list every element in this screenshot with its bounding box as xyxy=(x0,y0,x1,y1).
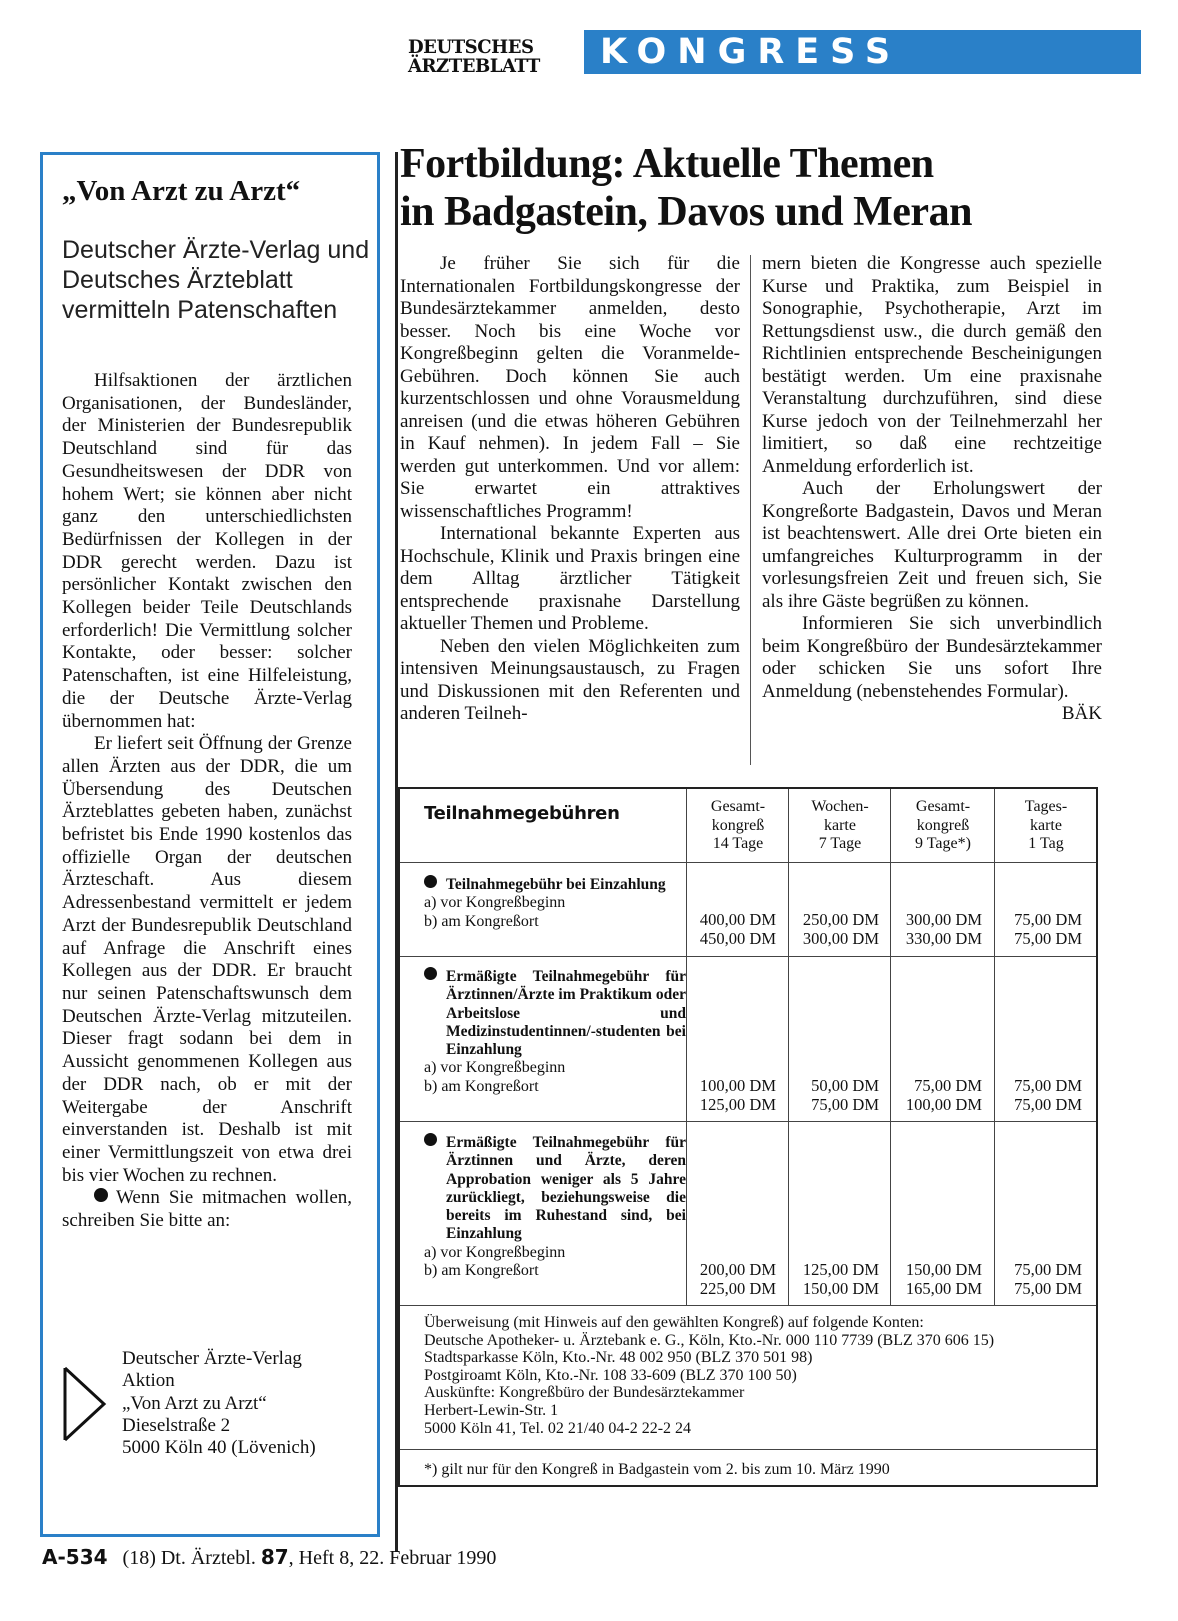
article-headline xyxy=(400,140,1140,236)
fee-value: 300,00 DM 330,00 DM xyxy=(905,910,982,948)
bullet-icon xyxy=(424,875,437,888)
address-line: 5000 Köln 40 (Lövenich) xyxy=(122,1437,316,1459)
column-header: Wochen- karte 7 Tage xyxy=(811,798,869,852)
payment-info xyxy=(424,1314,1094,1437)
fee-section: Teilnahmegebühr bei Einzahlung a) vor Kongreßbeginn b) am Kongreßort xyxy=(424,875,686,931)
fee-value: 50,00 DM 75,00 DM xyxy=(811,1076,879,1114)
fee-section: Ermäßigte Teilnahmegebühr für Ärztinnen/Ärzte im Praktikum oder Arbeitslose und Medizinstudentinnen/-studenten bei Einzahlung a) vor Kongreßbeginn b) am Kongreßort xyxy=(424,968,686,1095)
sidebar-title: „Von Arzt zu Arzt“ xyxy=(62,175,301,207)
address-line: Aktion xyxy=(122,1370,175,1392)
bullet-icon xyxy=(424,1133,437,1146)
headline-line: in Badgastein, Davos und Meran xyxy=(400,189,972,235)
bullet-icon xyxy=(424,967,437,980)
article-paragraph: International bekannte Experten aus Hochschule, Klinik und Praxis bringen eine dem Alltag ärztlicher Tätigkeit entsprechende praxisnahe Darstellung aktueller Themen und Probleme. xyxy=(400,523,740,634)
table-rule xyxy=(400,956,1096,957)
payment-line: Postgiroamt Köln, Kto.-Nr. 108 33-609 (BLZ 370 100 50) xyxy=(424,1366,797,1384)
sidebar-paragraph: Er liefert seit Öffnung der Grenze allen Ärzten aus der DDR, die um Übersendung des Deutschen Ärzteblattes gebeten haben, zunächst befristet bis Ende 1990 kostenlos das offizielle Organ der deutschen Ärzteschaft. Aus diesem Adressenbestand vermittelt er jedem Arzt der Bundesrepublik Deutschland auf Anfrage die Anschrift eines Kollegen aus der DDR. Er braucht nur seinen Patenschaftswunsch dem Deutschen Ärzte-Verlag mitzuteilen. Dieser fragt sodann bei dem in Aussicht genommenen Kollegen aus der DDR nach, ob er mit der Weitergabe der Anschrift einverstanden ist. Deshalb ist mit einer Vermittlungszeit von etwa drei bis vier Wochen zu rechnen. xyxy=(62,733,352,1186)
column-separator xyxy=(750,255,751,765)
fee-value: 75,00 DM 75,00 DM xyxy=(1014,1260,1082,1298)
arrow-right-icon xyxy=(62,1365,108,1443)
article-column-2 xyxy=(762,253,1102,726)
table-rule xyxy=(686,789,687,1305)
address-line: Deutscher Ärzte-Verlag xyxy=(122,1348,302,1369)
address-line: Dieselstraße 2 xyxy=(122,1414,231,1436)
fee-value: 250,00 DM 300,00 DM xyxy=(802,910,879,948)
article-paragraph: Informieren Sie sich unverbindlich beim Kongreßbüro der Bundesärztekammer oder schicken Sie uns sofort Ihre Anmeldung (nebenstehendes Formular). BÄK xyxy=(762,613,1102,724)
table-rule xyxy=(890,789,891,1305)
article-column-1 xyxy=(400,253,740,726)
payment-line: Auskünfte: Kongreßbüro der Bundesärztekammer xyxy=(424,1384,745,1402)
payment-line: 5000 Köln 41, Tel. 02 21/40 04-2 22-2 24 xyxy=(424,1419,692,1437)
row-label: b) am Kongreßort xyxy=(424,912,539,930)
masthead-logo xyxy=(408,38,576,82)
headline-line: Fortbildung: Aktuelle Themen xyxy=(400,141,934,187)
payment-line: Stadtsparkasse Köln, Kto.-Nr. 48 002 950 (BLZ 370 501 98) xyxy=(424,1349,813,1367)
fee-value: 75,00 DM 75,00 DM xyxy=(1014,1076,1082,1114)
sidebar-paragraph xyxy=(62,1187,352,1232)
fee-value: 400,00 DM 450,00 DM xyxy=(699,910,776,948)
table-footnote: *) gilt nur für den Kongreß in Badgastein vom 2. bis zum 10. März 1990 xyxy=(424,1461,890,1478)
table-rule xyxy=(400,1449,1096,1450)
payment-line: Deutsche Apotheker- u. Ärztebank e. G., Köln, Kto.-Nr. 000 110 7739 (BLZ 370 606 15) xyxy=(424,1331,995,1349)
address-line: „Von Arzt zu Arzt“ xyxy=(122,1392,267,1414)
citation: (18) Dt. Ärztebl. xyxy=(122,1547,261,1569)
article-paragraph: Auch der Erholungswert der Kongreßorte Badgastein, Davos und Meran ist beachtenswert. Alle drei Orte bieten ein umfangreiches Kulturprogramm in der vorlesungsfreien Zeit und freuen sich, Sie als ihre Gäste begrüßen zu können. xyxy=(762,478,1102,612)
author-tag: BÄK xyxy=(1061,703,1102,724)
masthead-line2: ÄRZTEBLATT xyxy=(408,55,540,77)
article-paragraph: mern bieten die Kongresse auch spezielle Kurse und Praktika, zum Beispiel in Sonographie, Psychotherapie, Arzt im Rettungsdienst usw., die durch gemäß den Richtlinien entsprechende Bescheinigungen bestätigt werden. Um eine praxisnahe Veranstaltung durchzuführen, sind diese Kurse jedoch von der Teilnehmerzahl her limitiert, so daß eine rechtzeitige Anmeldung erforderlich ist. xyxy=(762,253,1102,477)
volume-number: 87 xyxy=(260,1545,289,1569)
fee-table-title: Teilnahmegebühren xyxy=(424,803,620,824)
table-rule xyxy=(400,1121,1096,1122)
fee-value: 75,00 DM 100,00 DM xyxy=(905,1076,982,1114)
payment-line: Überweisung (mit Hinweis auf den gewählten Kongreß) auf folgende Konten: xyxy=(424,1314,924,1331)
section-banner: KONGRESS AKTUELL xyxy=(584,30,1141,74)
page-footer xyxy=(42,1545,496,1570)
article-paragraph: Neben den vielen Möglichkeiten zum intensiven Meinungsaustausch, zu Fragen und Diskussionen mit den Referenten und anderen Teilneh- xyxy=(400,635,740,724)
fee-value: 125,00 DM 150,00 DM xyxy=(802,1260,879,1298)
article-paragraph: Je früher Sie sich für die Internationalen Fortbildungskongresse der Bundesärztekammer anmelden, desto besser. Noch bis eine Woche vor Kongreßbeginn gelten die Voranmelde-Gebühren. Doch können Sie auch kurzentschlossen und ohne Vorausmeldung anreisen (und die etwas höheren Gebühren in Kauf nehmen). In jedem Fall – Sie werden gut unterkommen. Und vor allem: Sie erwartet ein attraktives wissenschaftliches Programm! xyxy=(400,253,740,522)
page-number: A-534 xyxy=(42,1545,108,1569)
table-rule xyxy=(400,1305,1096,1306)
column-header: Gesamt- kongreß 14 Tage xyxy=(710,798,766,852)
fee-value: 150,00 DM 165,00 DM xyxy=(905,1260,982,1298)
citation: , Heft 8, 22. Februar 1990 xyxy=(288,1547,497,1569)
row-label: a) vor Kongreßbeginn xyxy=(424,1059,566,1077)
column-header: Tages- karte 1 Tag xyxy=(1024,798,1068,852)
table-rule xyxy=(400,862,1096,863)
sidebar-subtitle: Deutscher Ärzte-Verlag und Deutsches Ärzteblatt vermitteln Patenschaften xyxy=(62,236,370,324)
table-rule xyxy=(788,789,789,1305)
contact-address xyxy=(122,1348,382,1459)
row-label: b) am Kongreßort xyxy=(424,1077,539,1095)
masthead-line1: DEUTSCHES xyxy=(408,36,534,58)
payment-line: Herbert-Lewin-Str. 1 xyxy=(424,1401,559,1419)
bullet-icon xyxy=(94,1188,108,1202)
fee-value: 200,00 DM 225,00 DM xyxy=(699,1260,776,1298)
sidebar-callout: Wenn Sie mitmachen wollen, schreiben Sie bitte an: xyxy=(62,1187,352,1232)
table-rule xyxy=(994,789,995,1305)
fee-section: Ermäßigte Teilnahmegebühr für Ärztinnen und Ärzte, deren Approbation weniger als 5 Jahre zurückliegt, beziehungsweise die bereits im Ruhestand sind, bei Einzahlung a) vor Kongreßbeginn b) am Kongreßort xyxy=(424,1134,686,1280)
fee-value: 75,00 DM 75,00 DM xyxy=(1014,910,1082,948)
sidebar-paragraph: Hilfsaktionen der ärztlichen Organisationen, der Bundesländer, der Ministerien der Bundesrepublik Deutschland sind für das Gesundheitswesen der DDR von hohem Wert; sie können aber nicht ganz den unterschiedlichsten Bedürfnissen der Kollegen in der DDR gerecht werden. Dazu ist persönlicher Kontakt zwischen den Kollegen beider Teile Deutschlands erforderlich! Die Vermittlung solcher Kontakte, oder besser: solcher Patenschaften, ist eine Hilfeleistung, die der Deutsche Ärzte-Verlag übernommen hat: xyxy=(62,370,352,732)
sidebar-body xyxy=(62,370,352,1233)
row-label: a) vor Kongreßbeginn xyxy=(424,894,566,912)
column-header: Gesamt- kongreß 9 Tage*) xyxy=(915,798,971,852)
row-label: b) am Kongreßort xyxy=(424,1262,539,1280)
fee-value: 100,00 DM 125,00 DM xyxy=(699,1076,776,1114)
row-label: a) vor Kongreßbeginn xyxy=(424,1243,566,1261)
